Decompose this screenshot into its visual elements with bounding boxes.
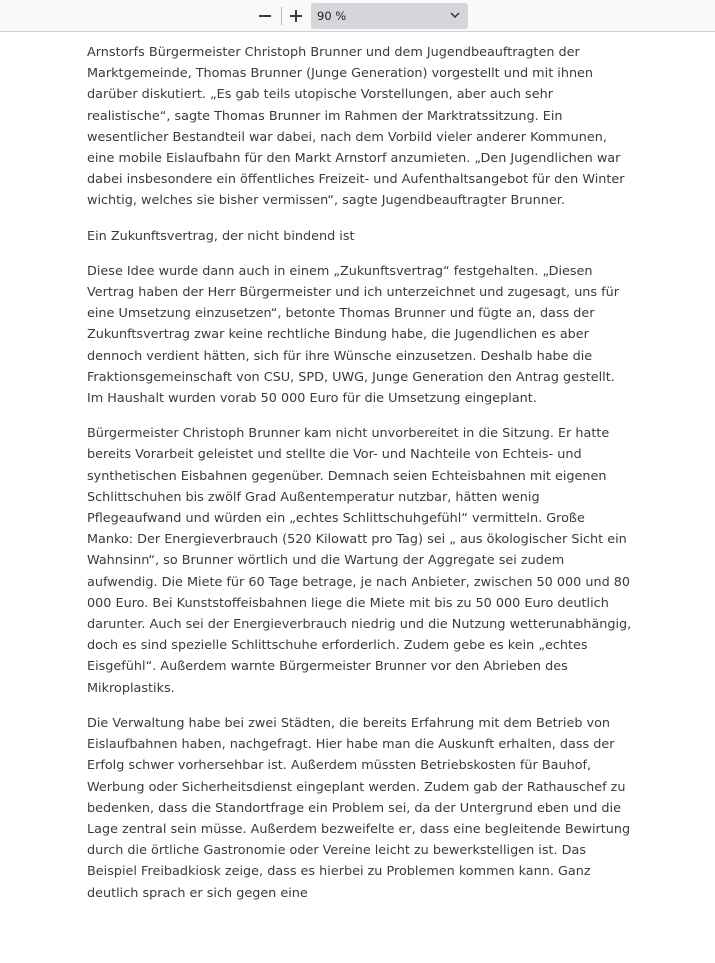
zoom-in-button[interactable]: [285, 5, 307, 27]
chevron-down-icon: [450, 11, 460, 19]
zoom-select[interactable]: [311, 3, 468, 29]
paragraph-1: Arnstorfs Bürgermeister Christoph Brunner und dem Jugendbeauftragten der Marktgemeinde, Thomas Brunner (Junge Generation) vorgestellt und mit ihnen darüber diskutiert. „Es gab teils utopische Vorstellungen, aber auch sehr realistische“, sagte Thomas Brunner im Rahmen der Marktratssitzung. Ein wesentlicher Bestandteil war dabei, nach dem Vorbild vieler anderer Kommunen, eine mobile Eislaufbahn für den Markt Arnstorf anzumieten. „Den Jugendlichen war dabei insbesondere ein öffentliches Freizeit- und Aufenthaltsangebot für den Winter wichtig, welches sie bisher vermissen“, sagte Jugendbeauftragter Brunner.: [87, 45, 625, 209]
zoom-value: 90 %: [317, 9, 347, 23]
zoom-out-button[interactable]: [254, 5, 276, 27]
minus-icon: [259, 15, 271, 17]
paragraph-2: Diese Idee wurde dann auch in einem „Zukunftsvertrag“ festgehalten. „Diesen Vertrag haben der Herr Bürgermeister und ich unterzeichnet und zugesagt, uns für eine Umsetzung einzusetzen“, betonte Thomas Brunner und fügte an, dass der Zukunftsvertrag zwar keine rechtliche Bindung habe, die Jugendlichen es aber dennoch verdient hätten, sich für ihre Wünsche einzusetzen. Deshalb habe die Fraktionsgemeinschaft von CSU, SPD, UWG, Junge Generation den Antrag gestellt. Im Haushalt wurden vorab 50 000 Euro für die Umsetzung eingeplant.: [87, 263, 620, 407]
pdf-toolbar: [0, 0, 715, 32]
section-heading: Ein Zukunftsvertrag, der nicht bindend ist: [87, 228, 355, 244]
paragraph-4: Die Verwaltung habe bei zwei Städten, die bereits Erfahrung mit dem Betrieb von Eislaufbahnen haben, nachgefragt. Hier habe man die Auskunft erhalten, dass der Erfolg schwer vorhersehbar ist. Außerdem müssten Betriebskosten für Bauhof, Werbung oder Sicherheitsdienst eingeplant werden. Zudem gab der Rathauschef zu bedenken, dass die Standortfrage ein Problem sei, da der Untergrund eben und die Lage zentral sein müsse. Außerdem bezweifelte er, dass eine begleitende Bewirtung durch die örtliche Gastronomie oder Vereine leicht zu bewerkstelligen ist. Das Beispiel Freibadkiosk zeige, dass es hierbei zu Problemen kommen kann. Ganz deutlich sprach er sich gegen eine: [87, 715, 631, 901]
toolbar-separator: [281, 7, 282, 25]
paragraph-3: Bürgermeister Christoph Brunner kam nicht unvorbereitet in die Sitzung. Er hatte bereits Vorarbeit geleistet und stellte die Vor- und Nachteile von Echteis- und synthetischen Eisbahnen gegenüber. Demnach seien Echteisbahnen mit eigenen Schlittschuhen bis zwölf Grad Außentemperatur nutzbar, hätten wenig Pflegeaufwand und würden ein „echtes Schlittschuhgefühl“ vermitteln. Große Manko: Der Energieverbrauch (520 Kilowatt pro Tag) sei „ aus ökologischer Sicht ein Wahnsinn“, so Brunner wörtlich und die Wartung der Aggregate sei zudem aufwendig. Die Miete für 60 Tage betrage, je nach Anbieter, zwischen 50 000 und 80 000 Euro. Bei Kunststoffeisbahnen liege die Miete mit bis zu 50 000 Euro deutlich darunter. Auch sei der Energieverbrauch niedrig und die Nutzung wetterunabhängig, doch es sind spezielle Schlittschuhe erforderlich. Zudem gebe es kein „echtes Eisgefühl“. Außerdem warnte Bürgermeister Brunner vor den Abrieben des Mikroplastiks.: [87, 426, 632, 696]
document-page: [87, 42, 632, 918]
